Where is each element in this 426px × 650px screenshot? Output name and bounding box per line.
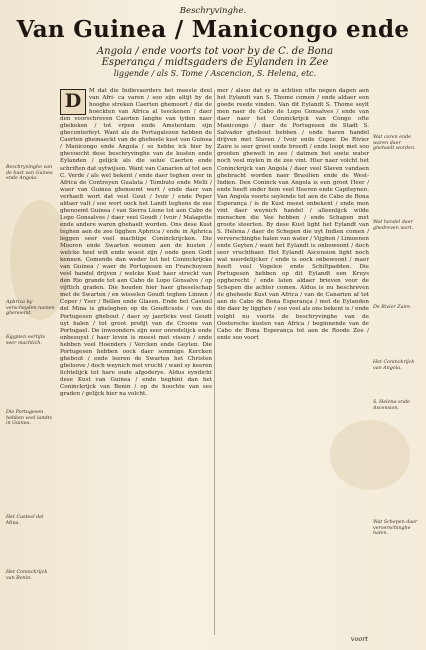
page-title: Van Guinea / Manicongo ende <box>16 16 410 43</box>
subtitle-line: Esperança / midtsgaders de Eylanden in Zee <box>101 57 329 68</box>
right-column <box>217 88 369 640</box>
left-column <box>60 88 212 640</box>
margin-note-left: Het Casteel del Mina. <box>6 515 44 526</box>
margin-note-right: Wat handel daer ghedreven wort. <box>373 220 414 231</box>
margin-note-right: S. Helena ende Ascension. <box>373 400 410 411</box>
right-column-text: mer / alsoo dat sy in achtien ofte negen dagen aen het Eylandt van S. Thome comen / ende aldaer een goede reede vinden. Van dit Eylandt S. Thome seylt men naer de Cabo de Lopo Gonsalves / ende van daer naer het Coninckrijck van Congo ofte Manicongo / daer de Portugesen de Stadt S. Salvador ghebout hebben / ende haren handel drijven met Slaven / Ivoir ende Coper. De Rivier Zaire is seer groot ende breedt / ende loopt met soo grooten ghewelt in zee / datmen het soete water noch veel mylen in de zee vint. Hier naer volcht het Coninckrijck van Angola / daer veel Slaven vandaen ghebracht worden naer Brasilien ende de West-Indien. Den Coninck van Angola is een groot Heer / ende heeft onder hem veel Heeren ende Capiteynen. Van Angola voorts seylende tot aen de Cabo de Bona Esperança / is de Kust meest onbekent / ende men vint daer weynich handel / alleenlijck wilde menschen die Vee hebben / ende Schapen met groote steerten. By dese Kust light het Eylandt van S. Helena / daer de Schepen die uyt Indien comen / ververschinghe halen van water / Vijghen / Limoenen ende Geyten / want het Eylandt is onbewoont / doch seer vruchtbaer. Het Eylandt Ascension light noch wat noordelijcker / ende is oock onbewoont / maer heeft veel Vogelen ende Schiltpadden. Die Portugesen hebben op dit Eylandt een Kruys opgherecht / ende laten aldaer brieven voor de Schepen die achter comen. Aldus is nu beschreven de gheheele Kust van Africa / van de Canarien af tot aen de Cabo de Bona Esperança / met de Eylanden die daer by ligghen / soo veel als ons bekent is / ende volght nu voorts de beschryvinghe van de Oostersche kusten van Africa / beginnende van de Cabo de Bona Esperança tot aen de Roode Zee / ende soo voort <box>217 88 369 341</box>
margin-note-left: Egypten eertijts seer machtich. <box>6 335 46 346</box>
left-column-text: M dat die Indievaerders het meeste deel van Afri- ca varen / soo sijn altijt by de hooghe streken Caerten ghemoort / die de hoeckten van Africa al teeckenen / daer den voorschreven Caerten langhe van tyden naer ghekeken / tot vrpen ende Amsterdam sijn gheconterfeyt. Want als de Portugalezen hebben de Caerten ghemaeckt van de gheheele kust van Guinea / Manicongo ende Angola / so hebbe ick hier by ghevoecht dese beschryvinghe van de kusten ende Eylanden / gelijck als die selue Caerten ende schriften dat uytwijsen. Want van Canarien af tot aen C. Verde / als wel bekent / ende daer teghen over in Africa de Contreyen Gualata / Tombuto ende Melli / waer van Guinea ghenoemt wert / ende daer van verhaelt wort dat veel Gout / Ivoir / ende Peper aldaer valt / soo wort oock het Landt teghens de zee ghenoemt Guinea / van Sierra Lione tot aen Cabo de Lopo Gonsalves / daer veel Goudt / Ivoir / Malagette ende andere waren ghehaelt worden. Ons dese Kust teghen aen de zee ligghen Aphrica / ende in Aphrica leggen seer veel machtige Coninckrijcken. Die Mooren ende Swarten woonen aen de kusten / welcke heel wilt ende woest zijn / ende geen Godt kennen. Comende dan weder tot het Coninckrijcke van Guinea / waer de Portugesen en Franchoysen veel handel drijven / welcke Kust haer streckt van den Rio grande tot aen Cabo de Lopo Gonsalvo / op vijftich graden. Die houden hier haer gheselschap met de Swarten / en wisselen Goudt teghen Linnen / Coper / Yser / Bellen ende Glasen. Ende het Casteel del Mina is gheleghen op de Goudtcuste / van de Portugesen ghebout / daer sy jaerlicks veel Goudt uyt halen / tot groot profijt van de Croone van Portugael. De inwoonders zijn seer onredelijck ende onbesuyst / haer leven is meest met vissen / ende hebben veel Hoenders / Vercken ende Geyten. Die Portugesen hebben oock daer sommige Kercken ghebout / ende leeren de Swarten het Christen gheloove / doch weynich met vrucht / want sy keeren lichtelijck tot hare oude afgoderye. Aldus eyndicht dese Kust van Guinea / ende beghint dan het Coninckrijck van Benin / op de hoochte van ses graden / gelijck hier na volcht. <box>60 88 212 398</box>
margin-note-right: Wat coren ende waren daer ghehaelt worden. <box>373 135 416 152</box>
running-header: Beschryvinghe. <box>179 6 247 16</box>
margin-note-left: Het Coninckrijck van Benin. <box>6 570 48 581</box>
margin-note-right: Het Coninckrijck van Angola. <box>373 360 415 371</box>
subtitle-line: Angola / ende voorts tot voor by de C. de Bona <box>96 46 334 57</box>
margin-note-left: Beschryvinghe van de kust van Guinea ende Angola. <box>6 165 53 182</box>
margin-note-left: Die Portugesen hebben veel landts in Guinea. <box>6 410 52 427</box>
margin-note-left: Aphrica by verscheyden namen ghenoemt. <box>6 300 55 317</box>
margin-note-right: De Rivier Zaire. <box>373 305 412 310</box>
page-subtitle <box>30 46 400 79</box>
subtitle-line: liggende / als S. Tome / Ascencion, S. Helena, etc. <box>113 69 317 78</box>
margin-note-right: Wat Schepen daer ververschinghe halen. <box>373 520 418 537</box>
catchword: voort <box>350 635 368 643</box>
drop-cap: D <box>60 89 86 115</box>
column-divider <box>214 90 215 635</box>
